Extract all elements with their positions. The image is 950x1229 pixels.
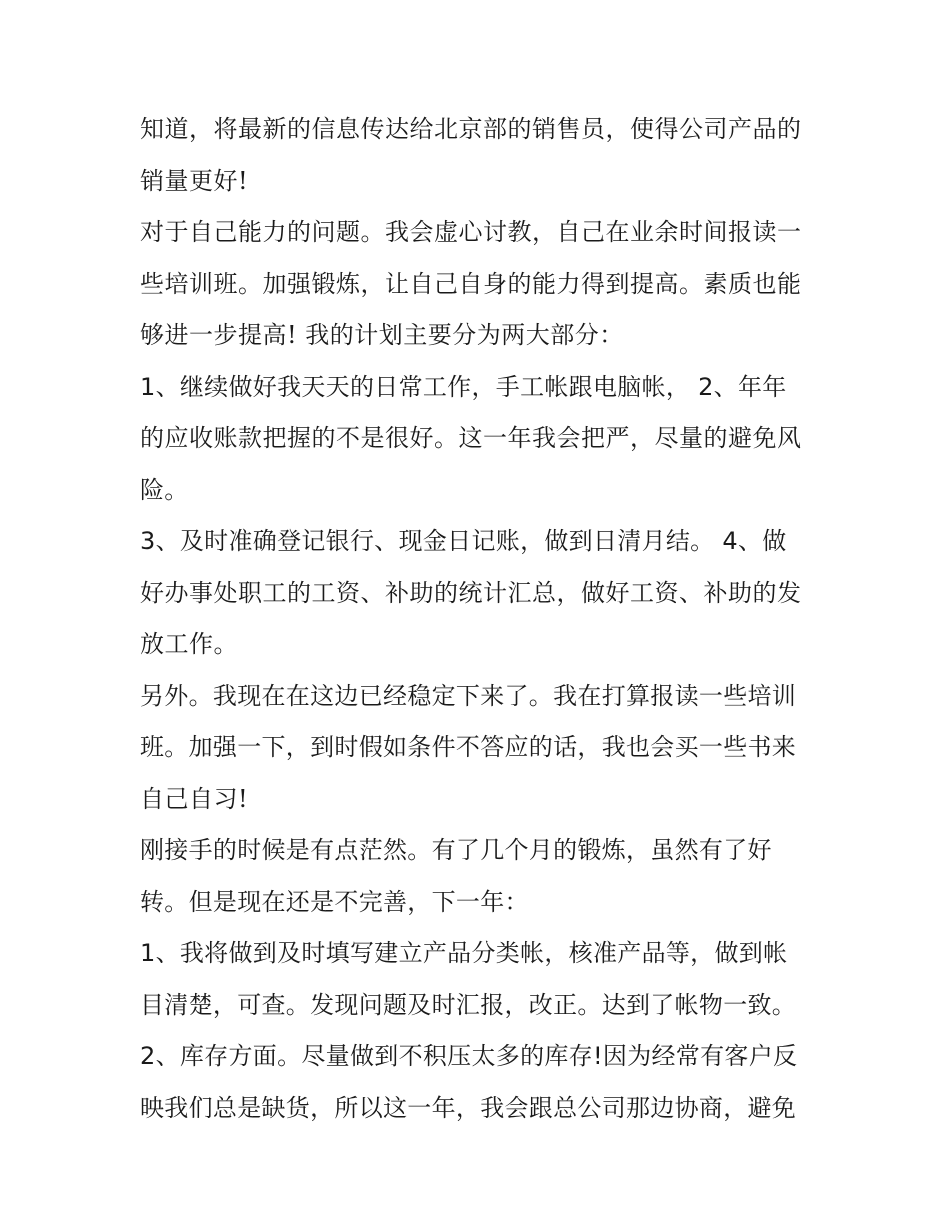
text-line: 险。 [140,475,189,504]
text-line: 目清楚，可查。发现问题及时汇报，改正。达到了帐物一致。 [140,990,797,1019]
text-line: 够进一步提高! 我的计划主要分为两大部分： [140,321,624,349]
text-line: 另外。我现在在这边已经稳定下来了。我在打算报读一些培训 [140,681,797,710]
document-body [140,104,820,1134]
text-line: 好办事处职工的工资、补助的统计汇总，做好工资、补助的发 [140,578,802,607]
text-line: 转。但是现在还是不完善，下一年： [140,887,529,916]
text-line: 3、及时准确登记银行、现金日记账，做到日清月结。 4、做 [140,527,787,555]
text-line: 自己自习! [140,784,249,813]
text-line: 班。加强一下，到时假如条件不答应的话，我也会买一些书来 [140,733,797,761]
text-line: 放工作。 [140,630,238,658]
text-line: 刚接手的时候是有点茫然。有了几个月的锻炼，虽然有了好 [140,836,772,864]
text-line: 的应收账款把握的不是很好。这一年我会把严，尽量的避免风 [140,424,802,452]
text-line: 销量更好! [140,166,249,195]
text-line: 知道，将最新的信息传达给北京部的销售员，使得公司产品的 [140,115,802,143]
text-line: 1、继续做好我天天的日常工作，手工帐跟电脑帐， 2、年年 [140,372,787,401]
text-line: 1、我将做到及时填写建立产品分类帐，核准产品等，做到帐 [140,939,788,967]
text-line: 2、库存方面。尽量做到不积压太多的库存!因为经常有客户反 [140,1042,798,1070]
text-line: 对于自己能力的问题。我会虚心讨教，自己在业余时间报读一 [140,218,802,246]
text-line: 映我们总是缺货，所以这一年，我会跟总公司那边协商，避免 [140,1093,797,1122]
text-line: 些培训班。加强锻炼，让自己自身的能力得到提高。素质也能 [140,269,802,298]
